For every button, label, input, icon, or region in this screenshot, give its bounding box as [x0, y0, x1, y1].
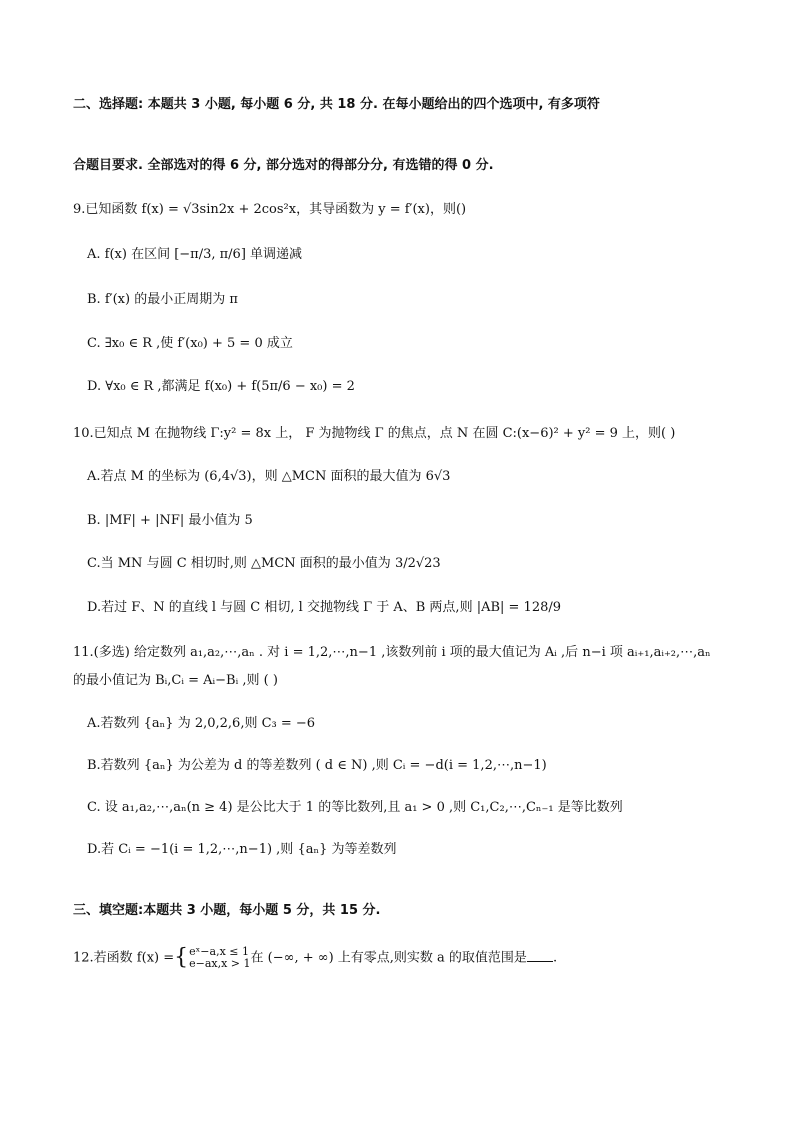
- q10-option-d: D.若过 F、N 的直线 l 与圆 C 相切, l 交抛物线 Γ 于 A、B 两点,则 |AB| = 128/9: [87, 600, 562, 615]
- q12-prefix: 12.若函数 f(x) =: [73, 950, 175, 966]
- section2-heading-line2: 合题目要求. 全部选对的得 6 分, 部分选对的得部分分, 有选错的得 0 分.: [73, 158, 494, 173]
- q11-option-c: C. 设 a₁,a₂,⋯,aₙ(n ≥ 4) 是公比大于 1 的等比数列,且 a₁ > 0 ,则 C₁,C₂,⋯,Cₙ₋₁ 是等比数列: [87, 800, 623, 815]
- q11-option-b: B.若数列 {aₙ} 为公差为 d 的等差数列 ( d ∈ N) ,则 Cᵢ = −d(i = 1,2,⋯,n−1): [87, 758, 547, 773]
- q12-end: .: [552, 950, 558, 966]
- q11-option-d: D.若 Cᵢ = −1(i = 1,2,⋯,n−1) ,则 {aₙ} 为等差数列: [87, 842, 397, 857]
- q12-case-2: e−ax,x > 1: [189, 957, 251, 970]
- q11-option-a: A.若数列 {aₙ} 为 2,0,2,6,则 C₃ = −6: [87, 716, 316, 731]
- q12-case-1: eˣ−a,x ≤ 1: [189, 945, 249, 958]
- q10-option-b: B. |MF| + |NF| 最小值为 5: [87, 513, 253, 528]
- q10-option-c: C.当 MN 与圆 C 相切时,则 △MCN 面积的最小值为 3/2√23: [87, 556, 441, 571]
- q12-brace: {: [174, 945, 189, 970]
- q10-stem: 10.已知点 M 在抛物线 Γ:y² = 8x 上， F 为抛物线 Γ 的焦点，点 N 在圆 C:(x−6)² + y² = 9 上，则( ): [73, 426, 676, 441]
- q9-option-b: B. f′(x) 的最小正周期为 π: [87, 292, 238, 307]
- section2-heading-line1: 二、选择题: 本题共 3 小题, 每小题 6 分, 共 18 分. 在每小题给出的四个选项中, 有多项符: [73, 97, 600, 112]
- section3-heading: 三、填空题:本题共 3 小题，每小题 5 分，共 15 分.: [73, 903, 381, 918]
- q9-option-c: C. ∃x₀ ∈ R ,使 f′(x₀) + 5 = 0 成立: [87, 336, 293, 351]
- q11-stem-line2: 的最小值记为 Bᵢ,Cᵢ = Aᵢ−Bᵢ ,则 ( ): [73, 673, 278, 688]
- q12-suffix: 在 (−∞, + ∞) 上有零点,则实数 a 的取值范围是: [250, 950, 527, 966]
- q12-stem: [73, 945, 557, 972]
- q10-option-a: A.若点 M 的坐标为 (6,4√3)，则 △MCN 面积的最大值为 6√3: [87, 469, 451, 484]
- q11-stem-line1: 11.(多选) 给定数列 a₁,a₂,⋯,aₙ . 对 i = 1,2,⋯,n−1 ,该数列前 i 项的最大值记为 Aᵢ ,后 n−i 项 aᵢ₊₁,aᵢ₊₂,⋯,aₙ: [73, 645, 711, 660]
- q9-stem: 9.已知函数 f(x) = √3sin2x + 2cos²x，其导函数为 y = f′(x)，则(): [73, 202, 467, 217]
- q9-option-d: D. ∀x₀ ∈ R ,都满足 f(x₀) + f(5π/6 − x₀) = 2: [87, 379, 355, 394]
- q12-cases: [189, 946, 250, 970]
- q9-option-a: A. f(x) 在区间 [−π/3, π/6] 单调递减: [87, 247, 303, 262]
- q12-answer-blank[interactable]: [527, 949, 553, 962]
